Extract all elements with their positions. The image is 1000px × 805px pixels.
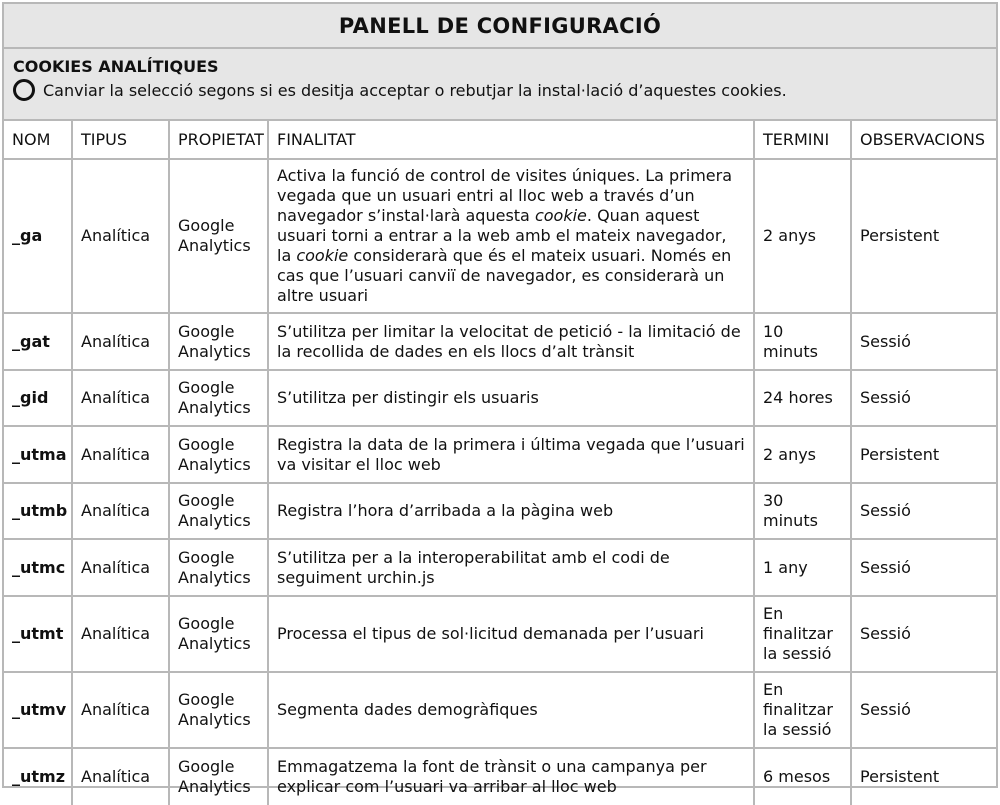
cookie-name: _gat	[4, 313, 72, 370]
column-header-property: PROPIETAT	[169, 121, 268, 159]
cookie-purpose: S’utilitza per distingir els usuaris	[268, 370, 754, 426]
table-row	[4, 748, 996, 805]
cookie-purpose: Segmenta dades demogràfiques	[268, 672, 754, 748]
cookie-type: Analítica	[72, 313, 169, 370]
cookie-notes: Sessió	[851, 483, 996, 539]
cookie-term: 2 anys	[754, 159, 851, 313]
cookie-property: Google Analytics	[169, 672, 268, 748]
purpose-italic-term: cookie	[534, 206, 587, 225]
cookie-term: 2 anys	[754, 426, 851, 483]
cookie-notes: Sessió	[851, 672, 996, 748]
cookie-property: Google Analytics	[169, 539, 268, 596]
purpose-text: . Quan aquest usuari torni a entrar a la web amb el mateix navegador, la	[277, 206, 727, 265]
cookie-property: Google Analytics	[169, 426, 268, 483]
cookie-notes: Persistent	[851, 159, 996, 313]
cookie-term: 1 any	[754, 539, 851, 596]
cookie-name: _ga	[4, 159, 72, 313]
column-header-notes: OBSERVACIONS	[851, 121, 996, 159]
cookie-type: Analítica	[72, 483, 169, 539]
table-row	[4, 313, 996, 370]
cookie-term: En finalitzar la sessió	[754, 672, 851, 748]
cookie-type: Analítica	[72, 159, 169, 313]
panel-header	[4, 4, 996, 49]
table-row	[4, 426, 996, 483]
cookie-notes: Sessió	[851, 596, 996, 672]
cookie-property: Google Analytics	[169, 313, 268, 370]
cookie-type: Analítica	[72, 748, 169, 805]
cookie-term: 10 minuts	[754, 313, 851, 370]
cookie-name: _gid	[4, 370, 72, 426]
purpose-text: Activa la funció de control de visites úniques. La primera vegada que un usuari entri al lloc web a través d’un navegador s’instal·larà aquesta	[277, 166, 733, 225]
cookie-type: Analítica	[72, 370, 169, 426]
cookie-purpose: S’utilitza per limitar la velocitat de petició - la limitació de la recollida de dades en els llocs d’alt trànsit	[268, 313, 754, 370]
column-header-purpose: FINALITAT	[268, 121, 754, 159]
cookie-notes: Sessió	[851, 370, 996, 426]
table-header-row	[4, 121, 996, 159]
config-panel	[2, 2, 998, 796]
cookie-notes: Sessió	[851, 539, 996, 596]
cookie-name: _utmc	[4, 539, 72, 596]
cookie-name: _utmb	[4, 483, 72, 539]
column-header-type: TIPUS	[72, 121, 169, 159]
cookie-type: Analítica	[72, 672, 169, 748]
consent-toggle-label: Canviar la selecció segons si es desitja acceptar o rebutjar la instal·lació d’aquestes cookies.	[43, 80, 787, 100]
cookie-name: _utma	[4, 426, 72, 483]
cookie-property: Google Analytics	[169, 596, 268, 672]
column-header-name: NOM	[4, 121, 72, 159]
analytics-section-header	[4, 49, 996, 121]
cookie-type: Analítica	[72, 596, 169, 672]
panel-title: PANELL DE CONFIGURACIÓ	[338, 13, 662, 38]
cookie-purpose: Emmagatzema la font de trànsit o una campanya per explicar com l’usuari va arribar al lloc web	[268, 748, 754, 805]
cookie-purpose: S’utilitza per a la interoperabilitat amb el codi de seguiment urchin.js	[268, 539, 754, 596]
cookie-term: 24 hores	[754, 370, 851, 426]
cookie-name: _utmz	[4, 748, 72, 805]
table-row	[4, 159, 996, 313]
cookie-property: Google Analytics	[169, 748, 268, 805]
cookies-table	[4, 121, 996, 805]
cookie-term: En finalitzar la sessió	[754, 596, 851, 672]
table-row	[4, 596, 996, 672]
cookie-name: _utmt	[4, 596, 72, 672]
cookie-term: 30 minuts	[754, 483, 851, 539]
cookie-property: Google Analytics	[169, 370, 268, 426]
cookie-term: 6 mesos	[754, 748, 851, 805]
cookie-notes: Persistent	[851, 426, 996, 483]
cookie-purpose: Processa el tipus de sol·licitud demanada per l’usuari	[268, 596, 754, 672]
cookie-notes: Sessió	[851, 313, 996, 370]
consent-toggle-radio[interactable]	[13, 79, 35, 101]
cookie-purpose: Registra l’hora d’arribada a la pàgina web	[268, 483, 754, 539]
purpose-text: considerarà que és el mateix usuari. Només en cas que l’usuari canviï de navegador, es considerarà un altre usuari	[277, 246, 732, 305]
table-row	[4, 483, 996, 539]
cookie-notes: Persistent	[851, 748, 996, 805]
purpose-italic-term: cookie	[296, 246, 349, 265]
cookie-purpose: Registra la data de la primera i última vegada que l’usuari va visitar el lloc web	[268, 426, 754, 483]
cookie-property: Google Analytics	[169, 159, 268, 313]
column-header-term: TERMINI	[754, 121, 851, 159]
cookie-type: Analítica	[72, 426, 169, 483]
section-title: COOKIES ANALÍTIQUES	[13, 57, 219, 76]
table-row	[4, 672, 996, 748]
cookie-name: _utmv	[4, 672, 72, 748]
cookie-property: Google Analytics	[169, 483, 268, 539]
cookie-type: Analítica	[72, 539, 169, 596]
table-row	[4, 539, 996, 596]
cookie-purpose	[268, 159, 754, 313]
table-row	[4, 370, 996, 426]
consent-toggle-row	[13, 79, 987, 101]
